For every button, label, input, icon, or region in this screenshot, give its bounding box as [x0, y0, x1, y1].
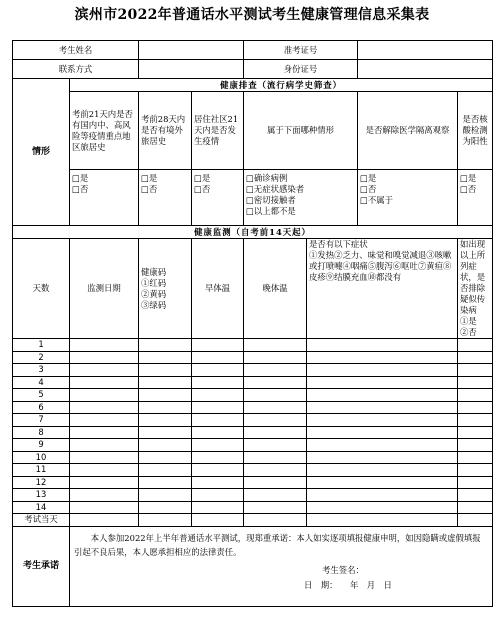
- day-label: 2: [13, 351, 70, 364]
- day-label: 9: [13, 439, 70, 452]
- day-label: 3: [13, 364, 70, 377]
- table-row: [13, 476, 493, 489]
- table-row: [13, 489, 493, 502]
- evening-temp-cell[interactable]: [244, 351, 307, 364]
- morning-temp-cell[interactable]: [192, 339, 244, 352]
- day-label: 考试当天: [13, 514, 70, 527]
- health-check-section-title: 健康排查（流行病学史筛查）: [70, 79, 493, 92]
- checkbox-yes[interactable]: □是: [141, 173, 158, 183]
- mon-header-symptoms: 是否有以下症状 ①发热②乏力、味觉和嗅觉减退③咳嗽或打喷嚏④咽痛⑤腹泻⑥呕吐⑦黄疸⑧皮疹⑨结膜充血⑩都没有: [307, 239, 458, 339]
- date-cell[interactable]: [70, 476, 139, 489]
- checkbox-no[interactable]: □否: [460, 184, 477, 194]
- mon-header-suspect: 如出现以上所列症状，是否排除疑似传染病 ①是 ②否: [458, 239, 493, 339]
- evening-temp-cell[interactable]: [244, 376, 307, 389]
- evening-temp-cell[interactable]: [244, 501, 307, 514]
- morning-temp-cell[interactable]: [192, 464, 244, 477]
- checkbox-none[interactable]: □以上都不是: [246, 206, 296, 216]
- date-cell[interactable]: [70, 339, 139, 352]
- code-cell[interactable]: [139, 364, 192, 377]
- day-label: 1: [13, 339, 70, 352]
- code-cell[interactable]: [139, 389, 192, 402]
- hc-header-nucleic: 是否核酸检测为阳性: [458, 92, 493, 170]
- symptoms-cell[interactable]: [307, 439, 458, 452]
- suspect-cell[interactable]: [458, 426, 493, 439]
- table-row: [13, 364, 493, 377]
- morning-temp-cell[interactable]: [192, 439, 244, 452]
- day-label: 8: [13, 426, 70, 439]
- evening-temp-cell[interactable]: [244, 439, 307, 452]
- checkbox-no[interactable]: □否: [360, 184, 377, 194]
- evening-temp-cell[interactable]: [244, 464, 307, 477]
- date-cell[interactable]: [70, 489, 139, 502]
- date-cell[interactable]: [70, 364, 139, 377]
- ticket-field[interactable]: [358, 41, 493, 60]
- morning-temp-cell[interactable]: [192, 489, 244, 502]
- table-row: [13, 426, 493, 439]
- mon-header-code: 健康码 ①红码 ②黄码 ③绿码: [139, 239, 192, 339]
- code-cell[interactable]: [139, 489, 192, 502]
- checkbox-not-applicable[interactable]: □不属于: [360, 195, 394, 205]
- suspect-cell[interactable]: [458, 389, 493, 402]
- symptoms-cell[interactable]: [307, 476, 458, 489]
- symptoms-cell[interactable]: [307, 451, 458, 464]
- contact-field[interactable]: [139, 60, 244, 79]
- nucleic-options: [458, 170, 493, 226]
- ticket-label: 准考证号: [244, 41, 358, 60]
- morning-temp-cell[interactable]: [192, 414, 244, 427]
- code-cell[interactable]: [139, 464, 192, 477]
- checkbox-confirmed[interactable]: □确诊病例: [246, 173, 288, 183]
- suspect-cell[interactable]: [458, 414, 493, 427]
- table-row: [13, 389, 493, 402]
- signature-label: 考生签名：: [322, 564, 364, 575]
- checkbox-yes[interactable]: □是: [460, 173, 477, 183]
- situation-row-label: 情形: [13, 79, 70, 226]
- health-check-options-row: [13, 170, 493, 226]
- symptoms-cell[interactable]: [307, 339, 458, 352]
- hc-header-isolation: 是否解除医学隔离观察: [358, 92, 458, 170]
- symptoms-cell[interactable]: [307, 389, 458, 402]
- info-row-1: [13, 41, 493, 60]
- code-cell[interactable]: [139, 351, 192, 364]
- suspect-cell[interactable]: [458, 376, 493, 389]
- suspect-cell[interactable]: [458, 514, 493, 527]
- isolation-options: [358, 170, 458, 226]
- day-label: 5: [13, 389, 70, 402]
- table-row: [13, 376, 493, 389]
- symptoms-cell[interactable]: [307, 489, 458, 502]
- suspect-cell[interactable]: [458, 439, 493, 452]
- date-cell[interactable]: [70, 426, 139, 439]
- day-label: 10: [13, 451, 70, 464]
- symptoms-cell[interactable]: [307, 426, 458, 439]
- symptoms-cell[interactable]: [307, 514, 458, 527]
- day-label: 4: [13, 376, 70, 389]
- morning-temp-cell[interactable]: [192, 351, 244, 364]
- mon-header-date: 监测日期: [70, 239, 139, 339]
- hc-header-domestic: 考前21天内是否有国内中、高风险等疫情重点地区旅居史: [70, 92, 139, 170]
- health-check-header-row: [13, 92, 493, 170]
- health-form-table: [12, 40, 493, 607]
- checkbox-yes[interactable]: □是: [194, 173, 211, 183]
- morning-temp-cell[interactable]: [192, 514, 244, 527]
- checkbox-asymptomatic[interactable]: □无症状感染者: [246, 184, 305, 194]
- table-row: [13, 501, 493, 514]
- code-cell[interactable]: [139, 339, 192, 352]
- code-cell[interactable]: [139, 476, 192, 489]
- suspect-cell[interactable]: [458, 364, 493, 377]
- morning-temp-cell[interactable]: [192, 364, 244, 377]
- symptoms-cell[interactable]: [307, 414, 458, 427]
- date-cell[interactable]: [70, 414, 139, 427]
- symptoms-cell[interactable]: [307, 501, 458, 514]
- day-label: 14: [13, 501, 70, 514]
- contact-label: 联系方式: [13, 60, 139, 79]
- date-cell[interactable]: [70, 451, 139, 464]
- day-label: 12: [13, 476, 70, 489]
- info-row-2: [13, 60, 493, 79]
- promise-text: 本人参加2022年上半年普通话水平测试，现郑重承诺：本人如实逐项填报健康申明，如因隐瞒或虚假填报引起不良后果，本人愿承担相应的法律责任。: [74, 532, 481, 557]
- morning-temp-cell[interactable]: [192, 501, 244, 514]
- mon-header-morning: 早体温: [192, 239, 244, 339]
- date-cell[interactable]: [70, 351, 139, 364]
- symptoms-cell[interactable]: [307, 376, 458, 389]
- hc-header-community: 居住社区21天内是否发生疫情: [192, 92, 244, 170]
- morning-temp-cell[interactable]: [192, 426, 244, 439]
- table-row: [13, 439, 493, 452]
- checkbox-yes[interactable]: □是: [360, 173, 377, 183]
- suspect-cell[interactable]: [458, 451, 493, 464]
- table-row: [13, 414, 493, 427]
- evening-temp-cell[interactable]: [244, 339, 307, 352]
- name-field[interactable]: [139, 41, 244, 60]
- code-cell[interactable]: [139, 439, 192, 452]
- abroad-options: [139, 170, 192, 226]
- date-cell[interactable]: [70, 401, 139, 414]
- day-label: 13: [13, 489, 70, 502]
- name-label: 考生姓名: [13, 41, 139, 60]
- evening-temp-cell[interactable]: [244, 514, 307, 527]
- code-cell[interactable]: [139, 501, 192, 514]
- date-cell[interactable]: [70, 389, 139, 402]
- suspect-cell[interactable]: [458, 501, 493, 514]
- hc-header-situation: 属于下面哪种情形: [244, 92, 358, 170]
- date-cell[interactable]: [70, 439, 139, 452]
- morning-temp-cell[interactable]: [192, 376, 244, 389]
- checkbox-close-contact[interactable]: □密切接触者: [246, 195, 296, 205]
- evening-temp-cell[interactable]: [244, 476, 307, 489]
- promise-label: 考生承诺: [13, 526, 70, 606]
- mon-header-evening: 晚体温: [244, 239, 307, 339]
- id-label: 身份证号: [244, 60, 358, 79]
- community-options: [192, 170, 244, 226]
- symptoms-cell[interactable]: [307, 364, 458, 377]
- morning-temp-cell[interactable]: [192, 389, 244, 402]
- table-row: [13, 464, 493, 477]
- evening-temp-cell[interactable]: [244, 426, 307, 439]
- checkbox-yes[interactable]: □是: [72, 173, 89, 183]
- code-cell[interactable]: [139, 426, 192, 439]
- morning-temp-cell[interactable]: [192, 476, 244, 489]
- monitoring-rows: [13, 339, 493, 527]
- mon-header-day: 天数: [13, 239, 70, 339]
- suspect-cell[interactable]: [458, 339, 493, 352]
- monitoring-header-row: [13, 239, 493, 339]
- date-cell[interactable]: [70, 501, 139, 514]
- promise-content: [70, 526, 493, 606]
- table-row: [13, 339, 493, 352]
- morning-temp-cell[interactable]: [192, 451, 244, 464]
- promise-row: [13, 526, 493, 606]
- evening-temp-cell[interactable]: [244, 489, 307, 502]
- checkbox-no[interactable]: □否: [194, 184, 211, 194]
- id-field[interactable]: [358, 60, 493, 79]
- evening-temp-cell[interactable]: [244, 389, 307, 402]
- day-label: 11: [13, 464, 70, 477]
- symptoms-cell[interactable]: [307, 464, 458, 477]
- code-cell[interactable]: [139, 376, 192, 389]
- evening-temp-cell[interactable]: [244, 364, 307, 377]
- table-row: [13, 451, 493, 464]
- table-row: [13, 401, 493, 414]
- code-cell[interactable]: [139, 514, 192, 527]
- suspect-cell[interactable]: [458, 464, 493, 477]
- checkbox-no[interactable]: □否: [72, 184, 89, 194]
- evening-temp-cell[interactable]: [244, 414, 307, 427]
- date-cell[interactable]: [70, 376, 139, 389]
- code-cell[interactable]: [139, 401, 192, 414]
- morning-temp-cell[interactable]: [192, 401, 244, 414]
- evening-temp-cell[interactable]: [244, 401, 307, 414]
- date-label: 日 期： 年 月 日: [304, 579, 392, 590]
- suspect-cell[interactable]: [458, 476, 493, 489]
- hc-header-abroad: 考前28天内是否有境外旅居史: [139, 92, 192, 170]
- checkbox-no[interactable]: □否: [141, 184, 158, 194]
- evening-temp-cell[interactable]: [244, 451, 307, 464]
- date-cell[interactable]: [70, 514, 139, 527]
- symptoms-cell[interactable]: [307, 351, 458, 364]
- table-row: [13, 514, 493, 527]
- code-cell[interactable]: [139, 451, 192, 464]
- suspect-cell[interactable]: [458, 489, 493, 502]
- suspect-cell[interactable]: [458, 401, 493, 414]
- date-cell[interactable]: [70, 464, 139, 477]
- day-label: 6: [13, 401, 70, 414]
- situation-options: [244, 170, 358, 226]
- domestic-options: [70, 170, 139, 226]
- day-label: 7: [13, 414, 70, 427]
- page-title: 滨州市2022年普通话水平测试考生健康管理信息采集表: [74, 7, 430, 23]
- symptoms-cell[interactable]: [307, 401, 458, 414]
- suspect-cell[interactable]: [458, 351, 493, 364]
- table-row: [13, 351, 493, 364]
- code-cell[interactable]: [139, 414, 192, 427]
- monitoring-section-title: 健康监测（自考前14天起）: [13, 226, 493, 239]
